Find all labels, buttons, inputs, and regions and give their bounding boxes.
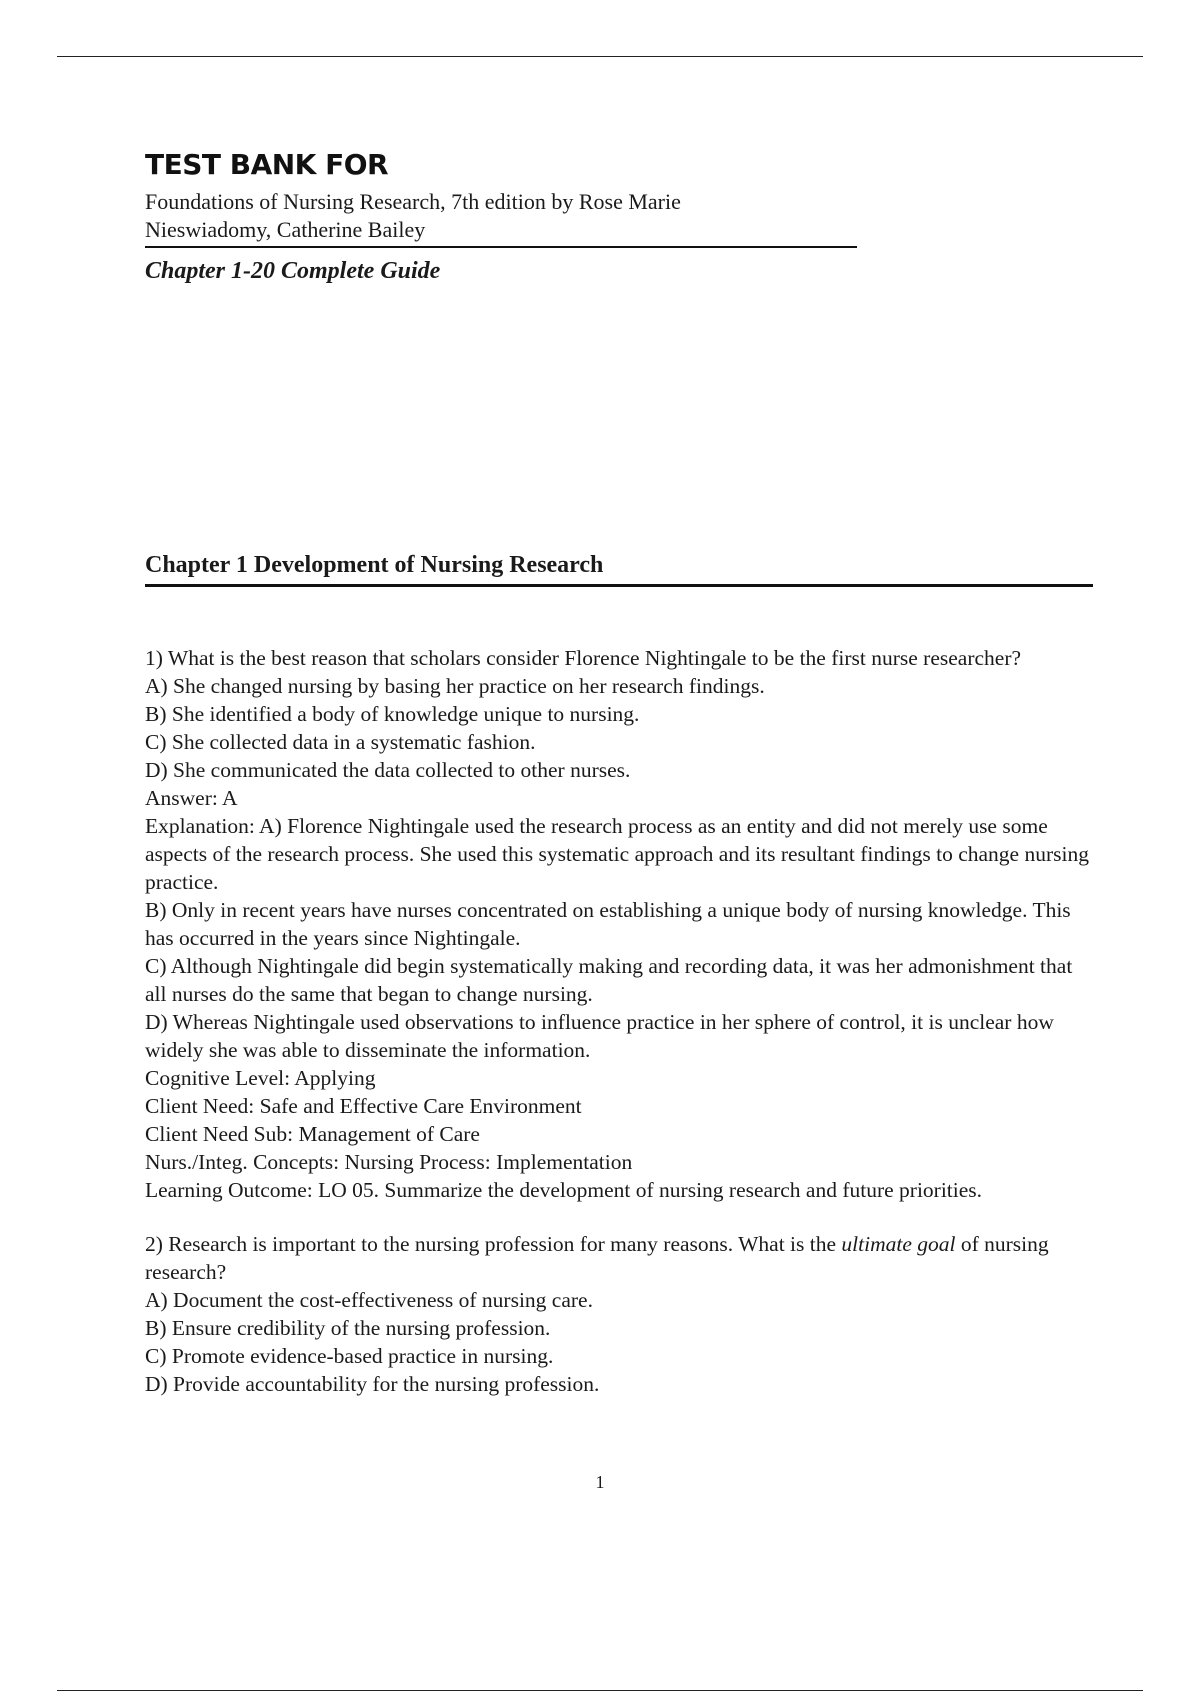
answer-option: A) Document the cost-effectiveness of nursing care. xyxy=(145,1288,593,1312)
bottom-page-rule xyxy=(57,1690,1143,1691)
page-number: 1 xyxy=(595,1472,605,1492)
explanation-d: D) Whereas Nightingale used observations to influence practice in her sphere of control, it is unclear how widely she was able to disseminate the information. xyxy=(145,1010,1054,1062)
question-stem-emphasis: ultimate goal xyxy=(841,1232,956,1256)
answer-option: D) Provide accountability for the nursing profession. xyxy=(145,1372,600,1396)
question-stem-start: 2) Research is important to the nursing profession for many reasons. What is the xyxy=(145,1232,842,1256)
answer-option: C) She collected data in a systematic fashion. xyxy=(145,730,536,754)
question-stem xyxy=(145,1230,1095,1286)
nursing-concepts: Nurs./Integ. Concepts: Nursing Process: Implementation xyxy=(145,1150,633,1174)
questions-list xyxy=(145,644,1095,1398)
question-stem: 1) What is the best reason that scholars consider Florence Nightingale to be the first nurse researcher? xyxy=(145,646,1022,670)
explanation-a: Explanation: A) Florence Nightingale used the research process as an entity and did not merely use some aspects of the research process. She used this systematic approach and its resultant findings to change nursing practice. xyxy=(145,814,1089,894)
question-stem-end: of nursing research? xyxy=(145,1232,1049,1284)
answer-option: B) Ensure credibility of the nursing profession. xyxy=(145,1316,551,1340)
answer-option: D) She communicated the data collected to other nurses. xyxy=(145,758,631,782)
answer-option: C) Promote evidence-based practice in nursing. xyxy=(145,1344,554,1368)
question-1 xyxy=(145,644,1095,1204)
test-bank-title: TEST BANK FOR xyxy=(145,148,389,181)
answer-option: B) She identified a body of knowledge unique to nursing. xyxy=(145,702,640,726)
subtitle-block xyxy=(145,188,857,248)
cognitive-level: Cognitive Level: Applying xyxy=(145,1066,376,1090)
chapter-heading: Chapter 1 Development of Nursing Research xyxy=(145,550,1093,587)
guide-title: Chapter 1-20 Complete Guide xyxy=(145,257,441,284)
question-spacer xyxy=(145,1204,1095,1230)
top-page-rule xyxy=(57,56,1143,57)
question-2 xyxy=(145,1230,1095,1398)
answer-option: A) She changed nursing by basing her practice on her research findings. xyxy=(145,674,765,698)
answer-key: Answer: A xyxy=(145,786,238,810)
explanation-c: C) Although Nightingale did begin systematically making and recording data, it was her admonishment that all nurses do the same that began to change nursing. xyxy=(145,954,1073,1006)
client-need: Client Need: Safe and Effective Care Environment xyxy=(145,1094,582,1118)
explanation-b: B) Only in recent years have nurses concentrated on establishing a unique body of nursing knowledge. This has occurred in the years since Nightingale. xyxy=(145,898,1071,950)
client-need-sub: Client Need Sub: Management of Care xyxy=(145,1122,480,1146)
book-title: Foundations of Nursing Research, 7th edition by Rose Marie Nieswiadomy, Catherine Bailey xyxy=(145,188,681,242)
document-content xyxy=(145,148,1095,1396)
learning-outcome: Learning Outcome: LO 05. Summarize the development of nursing research and future priorities. xyxy=(145,1178,983,1202)
